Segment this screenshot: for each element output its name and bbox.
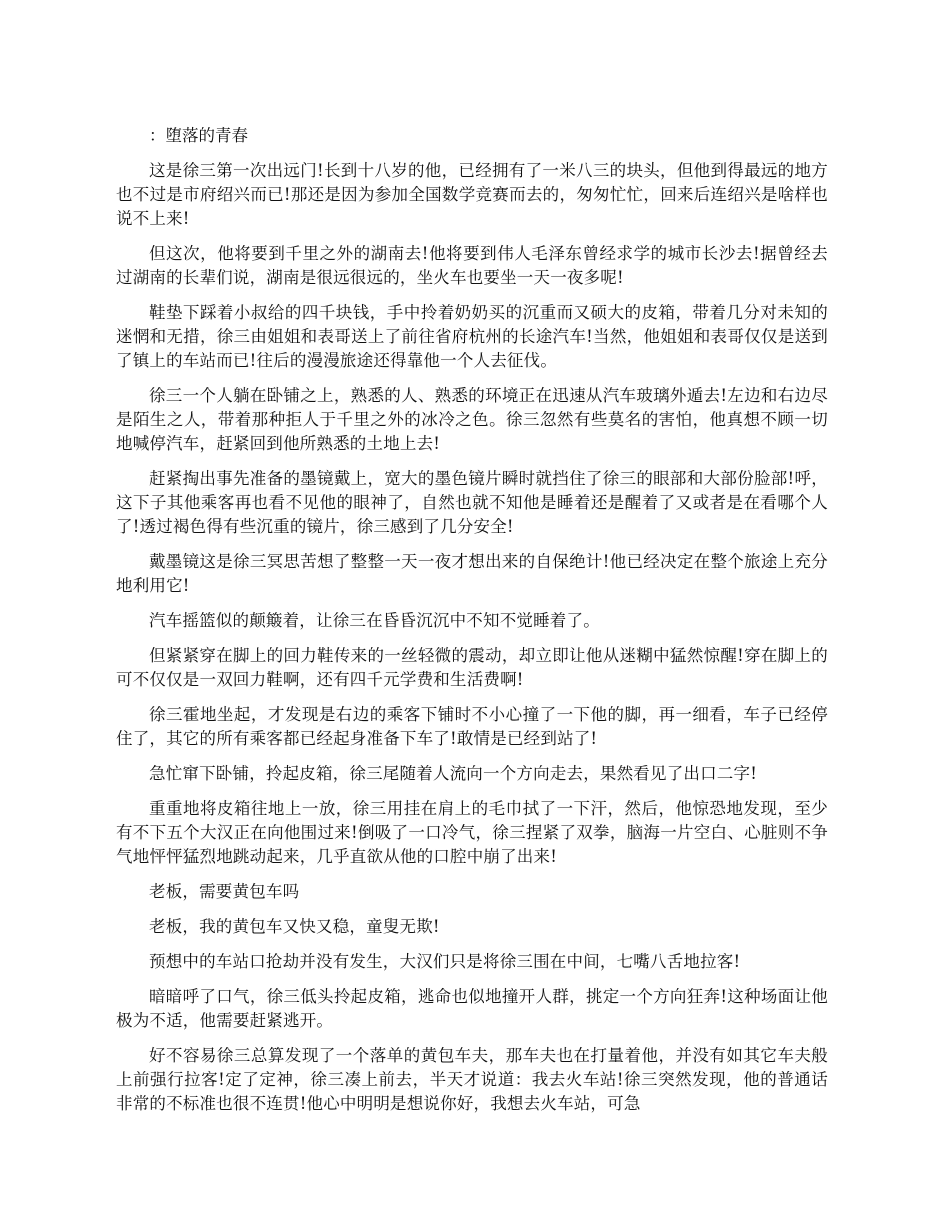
paragraph: 老板，需要黄包车吗 bbox=[149, 882, 300, 901]
paragraph: 鞋垫下踩着小叔给的四千块钱，手中拎着奶奶买的沉重而又硕大的皮箱，带着几分对未知的迷惘和无措，徐三由姐姐和表哥送上了前往省府杭州的长途汽车!当然，他姐姐和表哥仅仅是送到了镇上的车站而已!往后的漫漫旅途还得靠他一个人去征伐。 bbox=[116, 303, 828, 370]
paragraph: 重重地将皮箱往地上一放，徐三用挂在肩上的毛巾拭了一下汗，然后，他惊恐地发现，至少有不下五个大汉正在向他围过来!倒吸了一口冷气，徐三捏紧了双拳，脑海一片空白、心脏则不争气地怦怦猛烈地跳动起来，几乎直欲从他的口腔中崩了出来! bbox=[116, 799, 828, 866]
paragraph: 老板，我的黄包车又快又稳，童叟无欺! bbox=[149, 917, 440, 936]
paragraph: 但紧紧穿在脚上的回力鞋传来的一丝轻微的震动，却立即让他从迷糊中猛然惊醒!穿在脚上的可不仅仅是一双回力鞋啊，还有四千元学费和生活费啊! bbox=[116, 646, 828, 689]
paragraph: 徐三霍地坐起，才发现是右边的乘客下铺时不小心撞了一下他的脚，再一细看，车子已经停住了，其它的所有乘客都已经起身准备下车了!敢情是已经到站了! bbox=[116, 705, 828, 748]
paragraph: 但这次，他将要到千里之外的湖南去!他将要到伟人毛泽东曾经求学的城市长沙去!据曾经去过湖南的长辈们说，湖南是很远很远的，坐火车也要坐一天一夜多呢! bbox=[116, 244, 828, 287]
paragraph: 汽车摇篮似的颠簸着，让徐三在昏昏沉沉中不知不觉睡着了。 bbox=[149, 611, 600, 630]
paragraph: 徐三一个人躺在卧铺之上，熟悉的人、熟悉的环境正在迅速从汽车玻璃外遁去!左边和右边尽是陌生之人，带着那种拒人于千里之外的冰冷之色。徐三忽然有些莫名的害怕，他真想不顾一切地喊停汽车，赶紧回到他所熟悉的土地上去! bbox=[116, 386, 828, 453]
document-title: ：堕落的青春 bbox=[149, 126, 248, 145]
document-body bbox=[116, 124, 828, 1127]
paragraph: 预想中的车站口抢劫并没有发生，大汉们只是将徐三围在中间，七嘴八舌地拉客! bbox=[149, 952, 741, 971]
paragraph: 赶紧掏出事先准备的墨镜戴上，宽大的墨色镜片瞬时就挡住了徐三的眼部和大部份脸部!呼，这下子其他乘客再也看不见他的眼神了，自然也就不知他是睡着还是醒着了又或者是在看哪个人了!透过褐色得有些沉重的镜片，徐三感到了几分安全! bbox=[116, 469, 828, 536]
paragraph: 暗暗呼了口气，徐三低头拎起皮箱，逃命也似地撞开人群，挑定一个方向狂奔!这种场面让他极为不适，他需要赶紧逃开。 bbox=[116, 987, 828, 1030]
paragraph: 戴墨镜这是徐三冥思苦想了整整一天一夜才想出来的自保绝计!他已经决定在整个旅途上充分地利用它! bbox=[116, 552, 828, 595]
paragraph: 这是徐三第一次出远门!长到十八岁的他，已经拥有了一米八三的块头，但他到得最远的地方也不过是市府绍兴而已!那还是因为参加全国数学竞赛而去的，匆匆忙忙，回来后连绍兴是啥样也说不上来! bbox=[116, 161, 828, 228]
paragraph: 好不容易徐三总算发现了一个落单的黄包车夫，那车夫也在打量着他，并没有如其它车夫般上前强行拉客!定了定神，徐三凑上前去，半天才说道：我去火车站!徐三突然发现，他的普通话非常的不标准也很不连贯!他心中明明是想说你好，我想去火车站，可急 bbox=[116, 1046, 828, 1113]
paragraph: 急忙窜下卧铺，拎起皮箱，徐三尾随着人流向一个方向走去，果然看见了出口二字! bbox=[149, 764, 758, 783]
